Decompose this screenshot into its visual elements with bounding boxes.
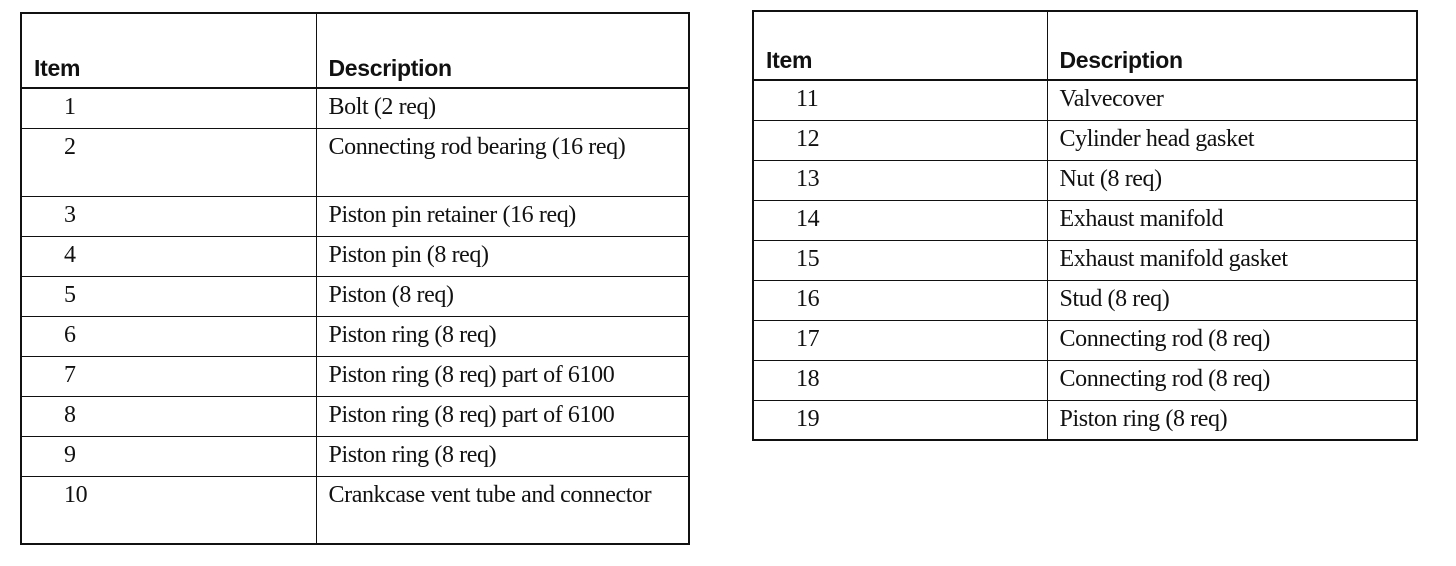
table-row (753, 280, 1417, 320)
table-row (21, 476, 689, 544)
item-number: 6 (21, 316, 316, 356)
item-number: 15 (753, 240, 1047, 280)
table-row (753, 320, 1417, 360)
item-number: 8 (21, 396, 316, 436)
item-number: 17 (753, 320, 1047, 360)
table-row (753, 120, 1417, 160)
table-header-row (21, 13, 689, 88)
item-number: 10 (21, 476, 316, 544)
table-row (21, 316, 689, 356)
item-number: 2 (21, 128, 316, 196)
column-header-item: Item (21, 13, 316, 88)
table-row (21, 436, 689, 476)
table-row (753, 240, 1417, 280)
item-number: 11 (753, 80, 1047, 120)
column-header-description: Description (316, 13, 689, 88)
item-number: 12 (753, 120, 1047, 160)
item-number: 18 (753, 360, 1047, 400)
item-description: Valvecover (1047, 80, 1417, 120)
table-row (753, 160, 1417, 200)
table-row (21, 356, 689, 396)
table-row (21, 196, 689, 236)
column-header-description: Description (1047, 11, 1417, 80)
item-description: Crankcase vent tube and connector (316, 476, 689, 544)
table-row (753, 80, 1417, 120)
item-number: 19 (753, 400, 1047, 440)
item-description: Exhaust manifold (1047, 200, 1417, 240)
item-number: 3 (21, 196, 316, 236)
table-row (21, 128, 689, 196)
table-row (21, 236, 689, 276)
item-number: 1 (21, 88, 316, 128)
item-number: 13 (753, 160, 1047, 200)
table-row (21, 276, 689, 316)
item-description: Piston pin (8 req) (316, 236, 689, 276)
item-description: Connecting rod (8 req) (1047, 320, 1417, 360)
item-description: Piston (8 req) (316, 276, 689, 316)
item-description: Piston ring (8 req) part of 6100 (316, 396, 689, 436)
table-row (753, 400, 1417, 440)
item-description: Piston pin retainer (16 req) (316, 196, 689, 236)
item-description: Cylinder head gasket (1047, 120, 1417, 160)
parts-table-right (752, 10, 1418, 441)
item-description: Connecting rod (8 req) (1047, 360, 1417, 400)
table-row (21, 396, 689, 436)
item-description: Exhaust manifold gasket (1047, 240, 1417, 280)
item-description: Piston ring (8 req) (1047, 400, 1417, 440)
item-number: 9 (21, 436, 316, 476)
item-description: Connecting rod bearing (16 req) (316, 128, 689, 196)
item-description: Bolt (2 req) (316, 88, 689, 128)
table-row (753, 360, 1417, 400)
table-row (753, 200, 1417, 240)
table-row (21, 88, 689, 128)
column-header-item: Item (753, 11, 1047, 80)
item-description: Piston ring (8 req) part of 6100 (316, 356, 689, 396)
item-number: 5 (21, 276, 316, 316)
item-description: Piston ring (8 req) (316, 316, 689, 356)
item-description: Nut (8 req) (1047, 160, 1417, 200)
item-number: 4 (21, 236, 316, 276)
item-description: Stud (8 req) (1047, 280, 1417, 320)
item-number: 7 (21, 356, 316, 396)
parts-table-left (20, 12, 690, 545)
item-number: 16 (753, 280, 1047, 320)
table-header-row (753, 11, 1417, 80)
item-number: 14 (753, 200, 1047, 240)
item-description: Piston ring (8 req) (316, 436, 689, 476)
